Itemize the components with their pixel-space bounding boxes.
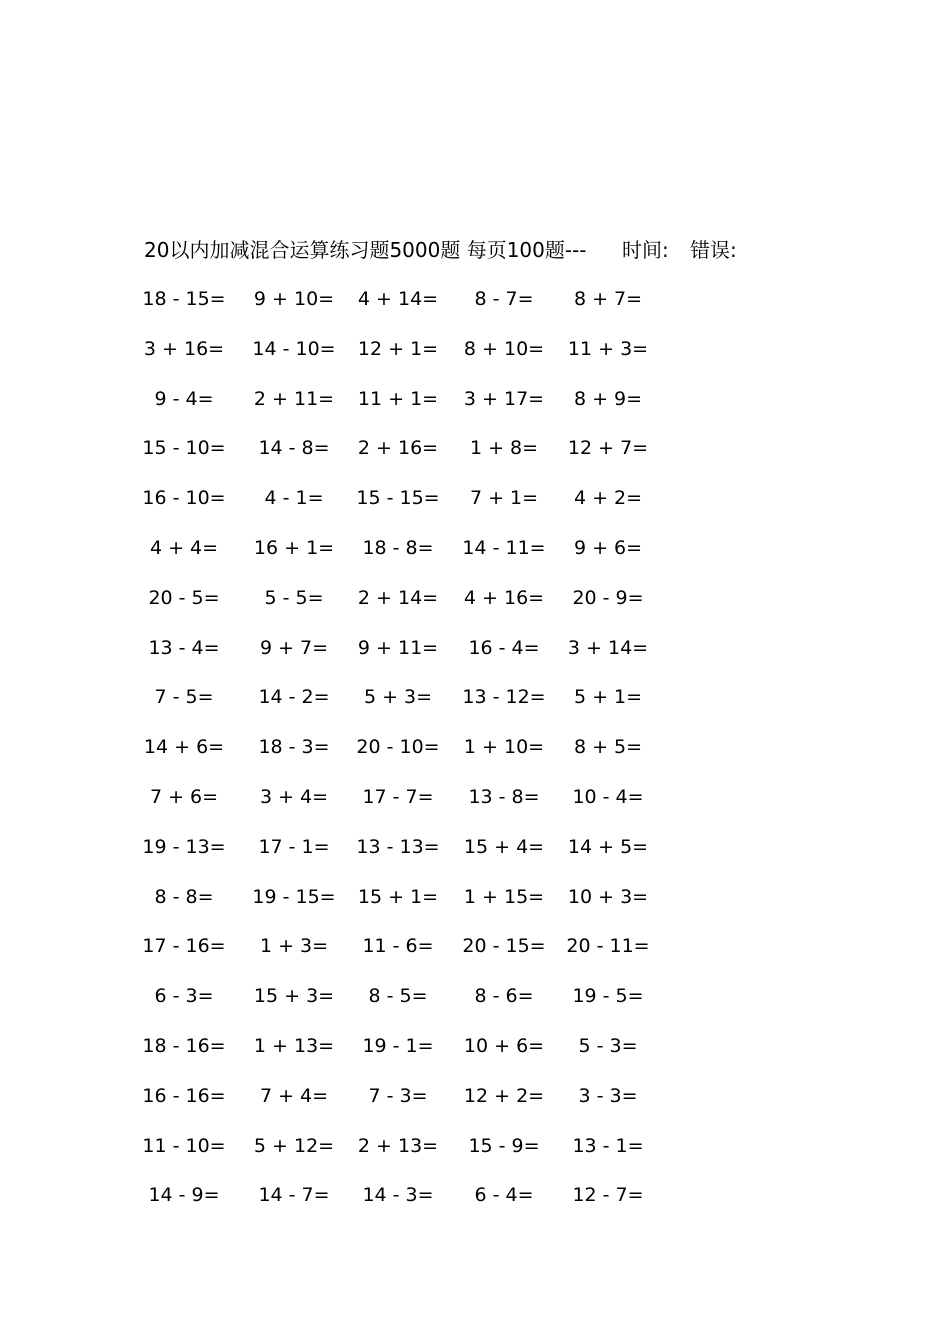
math-problem: 8 + 10= bbox=[463, 337, 545, 360]
math-problem: 14 + 5= bbox=[567, 835, 649, 858]
problem-row bbox=[0, 682, 950, 712]
math-problem: 12 + 2= bbox=[463, 1084, 545, 1107]
math-problem: 16 - 10= bbox=[142, 487, 226, 510]
math-problem: 9 + 10= bbox=[253, 288, 335, 310]
problem-row bbox=[0, 483, 950, 513]
math-problem: 18 - 3= bbox=[258, 736, 330, 759]
math-problem: 15 - 15= bbox=[356, 487, 440, 510]
math-problem: 1 + 3= bbox=[259, 935, 329, 958]
math-problem: 16 - 4= bbox=[468, 636, 540, 659]
math-problem: 8 - 8= bbox=[154, 885, 214, 908]
math-problem: 14 - 8= bbox=[258, 437, 330, 460]
problem-row bbox=[0, 931, 950, 961]
math-problem: 18 - 8= bbox=[362, 537, 434, 559]
math-problem: 1 + 8= bbox=[469, 437, 539, 460]
math-problem: 2 + 16= bbox=[357, 437, 439, 460]
math-problem: 12 + 7= bbox=[567, 437, 649, 460]
math-problem: 2 + 13= bbox=[357, 1134, 439, 1157]
math-problem: 6 - 4= bbox=[474, 1184, 534, 1207]
math-problem: 5 + 12= bbox=[253, 1134, 335, 1157]
math-problem: 17 - 16= bbox=[142, 935, 226, 958]
math-problem: 2 + 14= bbox=[357, 586, 439, 609]
problem-row bbox=[0, 433, 950, 463]
math-problem: 15 + 1= bbox=[357, 885, 439, 908]
math-problem: 6 - 3= bbox=[154, 985, 214, 1008]
math-problem: 1 + 10= bbox=[463, 736, 545, 759]
math-problem: 11 - 10= bbox=[142, 1134, 226, 1157]
math-problem: 11 - 6= bbox=[362, 935, 434, 958]
math-problem: 20 - 10= bbox=[356, 736, 440, 759]
math-problem: 19 - 5= bbox=[572, 985, 644, 1008]
problem-row bbox=[0, 384, 950, 414]
math-problem: 13 - 8= bbox=[468, 786, 540, 808]
math-problem: 15 - 9= bbox=[468, 1134, 540, 1157]
math-problem: 8 + 9= bbox=[573, 387, 643, 410]
math-problem: 2 + 11= bbox=[253, 387, 335, 410]
math-problem: 8 + 7= bbox=[573, 288, 643, 310]
math-problem: 7 - 5= bbox=[154, 686, 214, 709]
math-problem: 19 - 15= bbox=[252, 885, 336, 908]
problem-row bbox=[0, 633, 950, 663]
problem-row bbox=[0, 1031, 950, 1061]
problem-row bbox=[0, 732, 950, 762]
math-problem: 9 - 4= bbox=[154, 387, 214, 410]
math-problem: 13 - 1= bbox=[572, 1134, 644, 1157]
math-problem: 17 - 7= bbox=[362, 786, 434, 808]
math-problem: 4 + 2= bbox=[573, 487, 643, 510]
math-problem: 11 + 1= bbox=[357, 387, 439, 410]
problem-row bbox=[0, 782, 950, 812]
math-problem: 15 + 4= bbox=[463, 835, 545, 858]
math-problem: 10 + 3= bbox=[567, 885, 649, 908]
math-problem: 8 - 5= bbox=[368, 985, 428, 1008]
math-problem: 19 - 1= bbox=[362, 1035, 434, 1057]
math-problem: 18 - 16= bbox=[142, 1035, 226, 1057]
math-problem: 7 + 6= bbox=[149, 786, 219, 808]
math-problem: 8 - 6= bbox=[474, 985, 534, 1008]
problem-row bbox=[0, 1131, 950, 1161]
math-problem: 1 + 13= bbox=[253, 1035, 335, 1057]
math-problem: 12 + 1= bbox=[357, 337, 439, 360]
math-problem: 7 + 1= bbox=[469, 487, 539, 510]
math-problem: 20 - 11= bbox=[566, 935, 650, 958]
time-label: 时间: bbox=[622, 238, 669, 262]
math-problem: 14 - 2= bbox=[258, 686, 330, 709]
math-problem: 3 + 4= bbox=[259, 786, 329, 808]
math-problem: 20 - 15= bbox=[462, 935, 546, 958]
math-problem: 5 - 5= bbox=[264, 586, 324, 609]
math-problem: 13 - 4= bbox=[148, 636, 220, 659]
math-problem: 20 - 9= bbox=[572, 586, 644, 609]
math-problem: 17 - 1= bbox=[258, 835, 330, 858]
math-problem: 4 + 16= bbox=[463, 586, 545, 609]
math-problem: 5 - 3= bbox=[578, 1035, 638, 1057]
math-problem: 11 + 3= bbox=[567, 337, 649, 360]
math-problem: 4 - 1= bbox=[264, 487, 324, 510]
math-problem: 14 - 7= bbox=[258, 1184, 330, 1207]
problem-row bbox=[0, 533, 950, 563]
math-problem: 4 + 4= bbox=[149, 537, 219, 559]
math-problem: 8 - 7= bbox=[474, 288, 534, 310]
math-problem: 7 - 3= bbox=[368, 1084, 428, 1107]
problem-row bbox=[0, 583, 950, 613]
math-problem: 1 + 15= bbox=[463, 885, 545, 908]
math-problem: 15 - 10= bbox=[142, 437, 226, 460]
worksheet-title: 20以内加减混合运算练习题5000题 每页100题--- bbox=[144, 238, 587, 262]
math-problem: 3 - 3= bbox=[578, 1084, 638, 1107]
errors-label: 错误: bbox=[690, 238, 737, 262]
math-problem: 15 + 3= bbox=[253, 985, 335, 1008]
math-problem: 9 + 11= bbox=[357, 636, 439, 659]
math-problem: 3 + 16= bbox=[143, 337, 225, 360]
problem-row bbox=[0, 1081, 950, 1111]
problem-row bbox=[0, 284, 950, 314]
math-problem: 14 - 11= bbox=[462, 537, 546, 559]
math-problem: 9 + 7= bbox=[259, 636, 329, 659]
math-problem: 4 + 14= bbox=[357, 288, 439, 310]
math-problem: 14 - 9= bbox=[148, 1184, 220, 1207]
problem-row bbox=[0, 832, 950, 862]
math-problem: 8 + 5= bbox=[573, 736, 643, 759]
math-problem: 19 - 13= bbox=[142, 835, 226, 858]
math-problem: 13 - 13= bbox=[356, 835, 440, 858]
problem-row bbox=[0, 1180, 950, 1210]
math-problem: 9 + 6= bbox=[573, 537, 643, 559]
math-problem: 5 + 1= bbox=[573, 686, 643, 709]
problem-row bbox=[0, 334, 950, 364]
math-problem: 14 + 6= bbox=[143, 736, 225, 759]
math-problem: 13 - 12= bbox=[462, 686, 546, 709]
math-problem: 16 + 1= bbox=[253, 537, 335, 559]
math-problem: 3 + 17= bbox=[463, 387, 545, 410]
math-problem: 16 - 16= bbox=[142, 1084, 226, 1107]
problem-row bbox=[0, 981, 950, 1011]
math-problem: 5 + 3= bbox=[363, 686, 433, 709]
math-problem: 20 - 5= bbox=[148, 586, 220, 609]
math-problem: 10 - 4= bbox=[572, 786, 644, 808]
math-problem: 14 - 3= bbox=[362, 1184, 434, 1207]
math-problem: 14 - 10= bbox=[252, 337, 336, 360]
math-problem: 3 + 14= bbox=[567, 636, 649, 659]
math-problem: 10 + 6= bbox=[463, 1035, 545, 1057]
problem-row bbox=[0, 882, 950, 912]
math-problem: 18 - 15= bbox=[142, 288, 226, 310]
math-problem: 7 + 4= bbox=[259, 1084, 329, 1107]
math-problem: 12 - 7= bbox=[572, 1184, 644, 1207]
